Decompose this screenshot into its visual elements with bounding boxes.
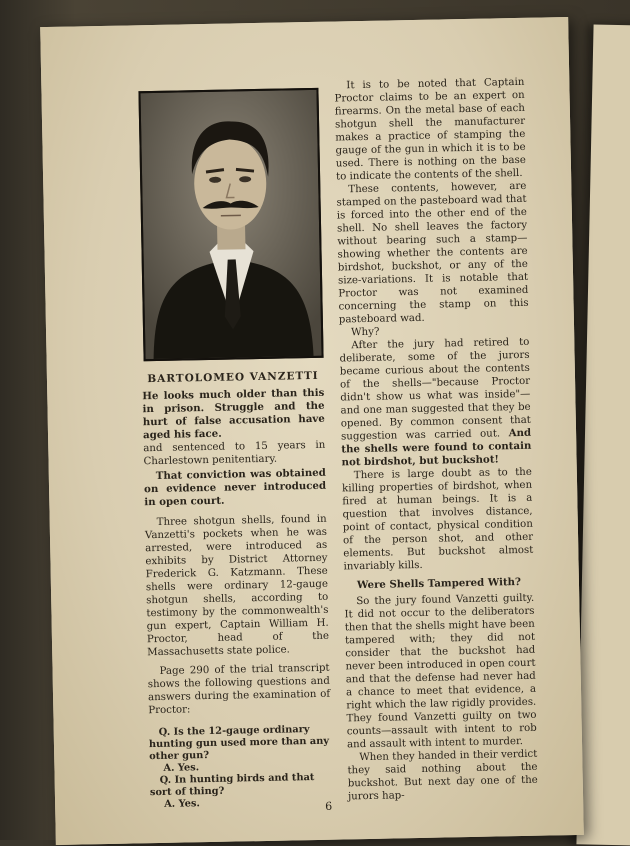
paragraph: Three shotgun shells, found in Vanzetti's pockets when he was arrested, were introduced as exhibits by District Attorney Frederick G. Katzmann. These shells were ordinary 12-gauge shotgun shells, according to testimony by the commonwealth's gun expert, Captain William H. Proctor, head of the Massachusetts state police. (144, 513, 330, 659)
section-heading: Were Shells Tampered With? (356, 576, 522, 592)
bold-statement: That conviction was obtained on evidence never introduced in open court. (143, 466, 327, 509)
transcript-qa (149, 724, 333, 811)
booklet-page (40, 17, 584, 845)
portrait-photo (138, 88, 323, 361)
paragraph: When they handed in their verdict they said nothing about the buckshot. But next day one of the jurors hap- (347, 748, 538, 803)
photo-caption: He looks much older than this in prison. Struggle and the hurt of false accusation have aged his face. (142, 386, 325, 442)
transcript-question: Q. In hunting birds and that sort of thing? (149, 772, 315, 799)
transcript-question: Q. Is the 12-gauge ordinary hunting gun used more than any other gun? (148, 724, 330, 763)
transcript-answer: A. Yes. (164, 798, 200, 810)
left-column (136, 88, 332, 811)
paragraph-text: After the jury had retired to deliberate, some of the jurors became curious about the contents of the shells—"because Proctor didn't show us what was inside"—and one man suggested that they be opened. By common consent that suggestion was carried out. (339, 336, 531, 443)
paragraph: Page 290 of the trial transcript shows the following questions and answers during the examination of Proctor: (147, 662, 331, 717)
photo-name: BARTOLOMEO VANZETTI (147, 369, 319, 386)
paragraph: Why? (351, 326, 380, 339)
bold-statement: And the shells were found to contain not birdshot, but buckshot! (341, 426, 532, 469)
paragraph: So the jury found Vanzetti guilty. It did not occur to the deliberators then that the shells might have been tampered with; they did not consider that the buckshot had never been introduced in open court and that the defense had never had a chance to meet that evidence, a right which the law rigidly provides. They found Vanzetti guilty on two counts—assault with intent to rob and assault with intent to murder. (344, 592, 537, 751)
transcript-answer: A. Yes. (163, 762, 200, 774)
paragraph: There is large doubt as to the killing properties of birdshot, when fired at human beings. It is a question that involves distance, point of contact, physical condition of the person shot, and other elements. But buckshot almost invariably kills. (342, 466, 534, 573)
paragraph: and sentenced to 15 years in Charlestown penitentiary. (143, 439, 326, 468)
page-number: 6 (325, 799, 333, 813)
portrait-image (140, 90, 321, 359)
paragraph: It is to be noted that Captain Proctor claims to be an expert on firearms. On the metal base of each shotgun shell the manufacturer makes a practice of stamping the gauge of the gun in which it is to be used. There is nothing on the base to indicate the contents of the shell. (334, 76, 526, 183)
right-column (334, 76, 538, 804)
paragraph (339, 336, 531, 470)
paragraph: These contents, however, are stamped on the pasteboard wad that is forced into the other end of the shell. No shell leaves the factory without bearing such a stamp—showing whether the contents are birdshot, buckshot, or any of the size-variations. It is notable that Proctor was not examined concerning the stamp on this pasteboard wad. (336, 180, 529, 326)
